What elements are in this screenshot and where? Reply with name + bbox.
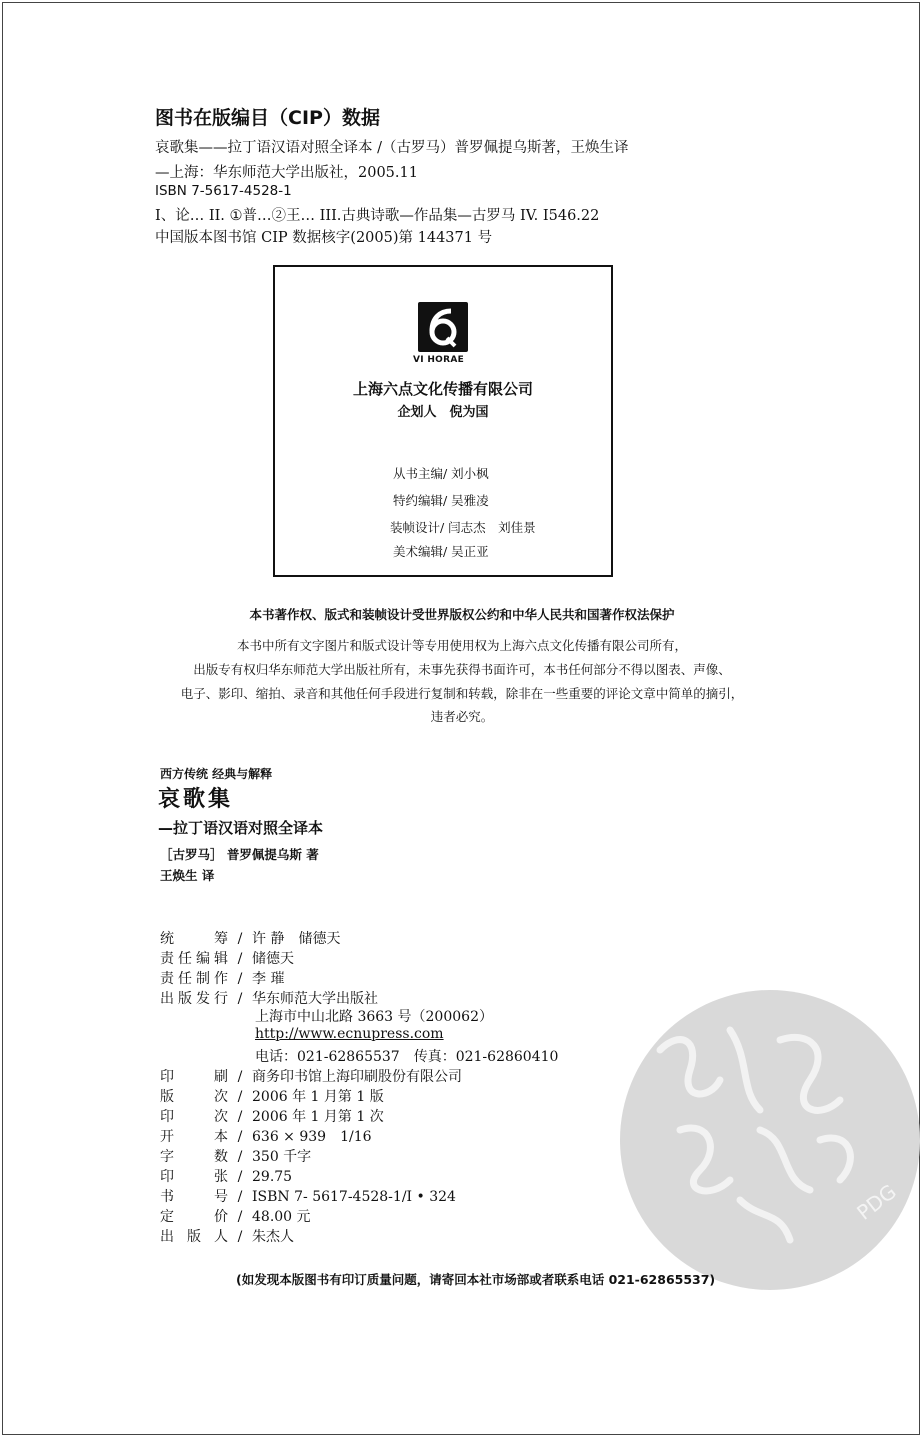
pub-label: 责任制作 <box>160 971 228 987</box>
pub-separator: / <box>237 971 243 987</box>
cip-line-isbn: ISBN 7-5617-4528-1 <box>155 183 292 199</box>
vi-horae-logo <box>418 302 468 352</box>
pub-separator: / <box>237 1109 243 1125</box>
pub-row-coordinator <box>160 928 340 948</box>
pub-row-isbn <box>160 1186 456 1206</box>
publisher-url[interactable]: http://www.ecnupress.com <box>255 1026 444 1042</box>
pub-separator: / <box>237 1129 243 1145</box>
book-translator: 王焕生 译 <box>160 868 215 883</box>
pub-row-format <box>160 1126 372 1146</box>
credit-art-editor: 美术编辑/ 吴正亚 <box>393 544 489 559</box>
pdg-watermark-stamp <box>620 990 920 1290</box>
rights-notice-line-2: 出版专有权归华东师范大学出版社所有，未事先获得书面许可，本书任何部分不得以图表、声像、 <box>193 662 731 677</box>
pub-label: 统 筹 <box>160 931 228 947</box>
pub-label: 字 数 <box>160 1149 228 1165</box>
cip-line-record: 中国版本图书馆 CIP 数据核字(2005)第 144371 号 <box>155 230 493 246</box>
pub-separator: / <box>237 1209 243 1225</box>
credit-special-editor: 特约编辑/ 吴雅凌 <box>393 493 489 508</box>
pub-label: 版 次 <box>160 1089 228 1105</box>
rights-notice-line-4: 违者必究。 <box>430 709 494 724</box>
publisher-address: 上海市中山北路 3663 号（200062） <box>255 1009 493 1025</box>
publisher-phone: 电话：021-62865537 传真：021-62860410 <box>255 1049 559 1065</box>
copyright-notice: 本书著作权、版式和装帧设计受世界版权公约和中华人民共和国著作权法保护 <box>249 607 675 622</box>
pub-separator: / <box>237 951 243 967</box>
pub-row-edition <box>160 1086 384 1106</box>
seal-script-icon <box>620 990 920 1290</box>
rights-notice-line-1: 本书中所有文字图片和版式设计等专用使用权为上海六点文化传播有限公司所有， <box>236 638 687 653</box>
pub-row-printing <box>160 1106 384 1126</box>
pub-label: 出版发行 <box>160 991 228 1007</box>
credits-box <box>273 265 613 577</box>
pub-row-publisher <box>160 988 378 1008</box>
pub-separator: / <box>237 1149 243 1165</box>
pub-value: ISBN 7- 5617-4528-1/I • 324 <box>252 1189 456 1205</box>
cip-line-title: 哀歌集——拉丁语汉语对照全译本 /（古罗马）普罗佩提乌斯著，王焕生译 <box>155 140 629 156</box>
pdg-watermark-text: PDG <box>852 1179 901 1225</box>
rights-notice-line-3: 电子、影印、缩拍、录音和其他任何手段进行复制和转载，除非在一些重要的评论文章中简单的摘引， <box>180 686 744 701</box>
pub-row-editor <box>160 948 294 968</box>
credit-series-editor: 从书主编/ 刘小枫 <box>393 466 489 481</box>
pub-row-price <box>160 1206 311 1226</box>
pub-label: 印 刷 <box>160 1069 228 1085</box>
pub-separator: / <box>237 1069 243 1085</box>
pub-separator: / <box>237 1089 243 1105</box>
pub-value: 许 静 储德天 <box>252 931 341 947</box>
pub-row-producer <box>160 968 284 988</box>
pub-value: 华东师范大学出版社 <box>252 991 378 1007</box>
pub-row-publisher-person <box>160 1226 294 1246</box>
pub-label: 开 本 <box>160 1129 228 1145</box>
pub-label: 书 号 <box>160 1189 228 1205</box>
pub-separator: / <box>237 1189 243 1205</box>
logo-caption: VI HORAE <box>413 355 465 365</box>
pub-label: 责任编辑 <box>160 951 228 967</box>
pub-value: 2006 年 1 月第 1 次 <box>252 1109 384 1125</box>
pub-row-words <box>160 1146 311 1166</box>
pub-separator: / <box>237 1229 243 1245</box>
pub-label: 印 张 <box>160 1169 228 1185</box>
pub-row-sheets <box>160 1166 292 1186</box>
pub-value: 商务印书馆上海印刷股份有限公司 <box>252 1069 462 1085</box>
pub-label: 定 价 <box>160 1209 228 1225</box>
pub-separator: / <box>237 931 243 947</box>
company-name: 上海六点文化传播有限公司 <box>352 380 533 398</box>
credit-design: 装帧设计/ 闫志杰 刘佳景 <box>390 520 536 535</box>
book-subtitle: —拉丁语汉语对照全译本 <box>158 819 324 837</box>
pub-separator: / <box>237 991 243 1007</box>
cip-line-classification: I、论… II. ①普…②王… III.古典诗歌—作品集—古罗马 IV. I546.22 <box>155 208 600 224</box>
book-title: 哀歌集 <box>158 787 234 812</box>
pub-label: 印 次 <box>160 1109 228 1125</box>
pub-value: 李 璀 <box>252 971 285 987</box>
book-author: ［古罗马］ 普罗佩提乌斯 著 <box>160 847 319 862</box>
pub-row-printer <box>160 1066 462 1086</box>
pub-value: 朱杰人 <box>252 1229 294 1245</box>
quality-footer-note: (如发现本版图书有印订质量问题，请寄回本社市场部或者联系电话 021-62865537) <box>236 1272 716 1287</box>
series-name: 西方传统 经典与解释 <box>160 767 273 781</box>
pub-value: 2006 年 1 月第 1 版 <box>252 1089 384 1105</box>
pub-value: 636 × 939 1/16 <box>252 1129 372 1145</box>
pub-value: 储德天 <box>252 951 294 967</box>
cip-title: 图书在版编目（CIP）数据 <box>155 107 380 129</box>
pub-value: 48.00 元 <box>252 1209 311 1225</box>
cip-line-publisher: —上海：华东师范大学出版社，2005.11 <box>155 165 418 181</box>
pub-separator: / <box>237 1169 243 1185</box>
pub-value: 29.75 <box>252 1169 293 1185</box>
six-logo-icon <box>418 302 468 352</box>
pub-value: 350 千字 <box>252 1149 312 1165</box>
planner: 企划人 倪为国 <box>397 405 489 420</box>
pub-label: 出 版 人 <box>160 1229 228 1245</box>
